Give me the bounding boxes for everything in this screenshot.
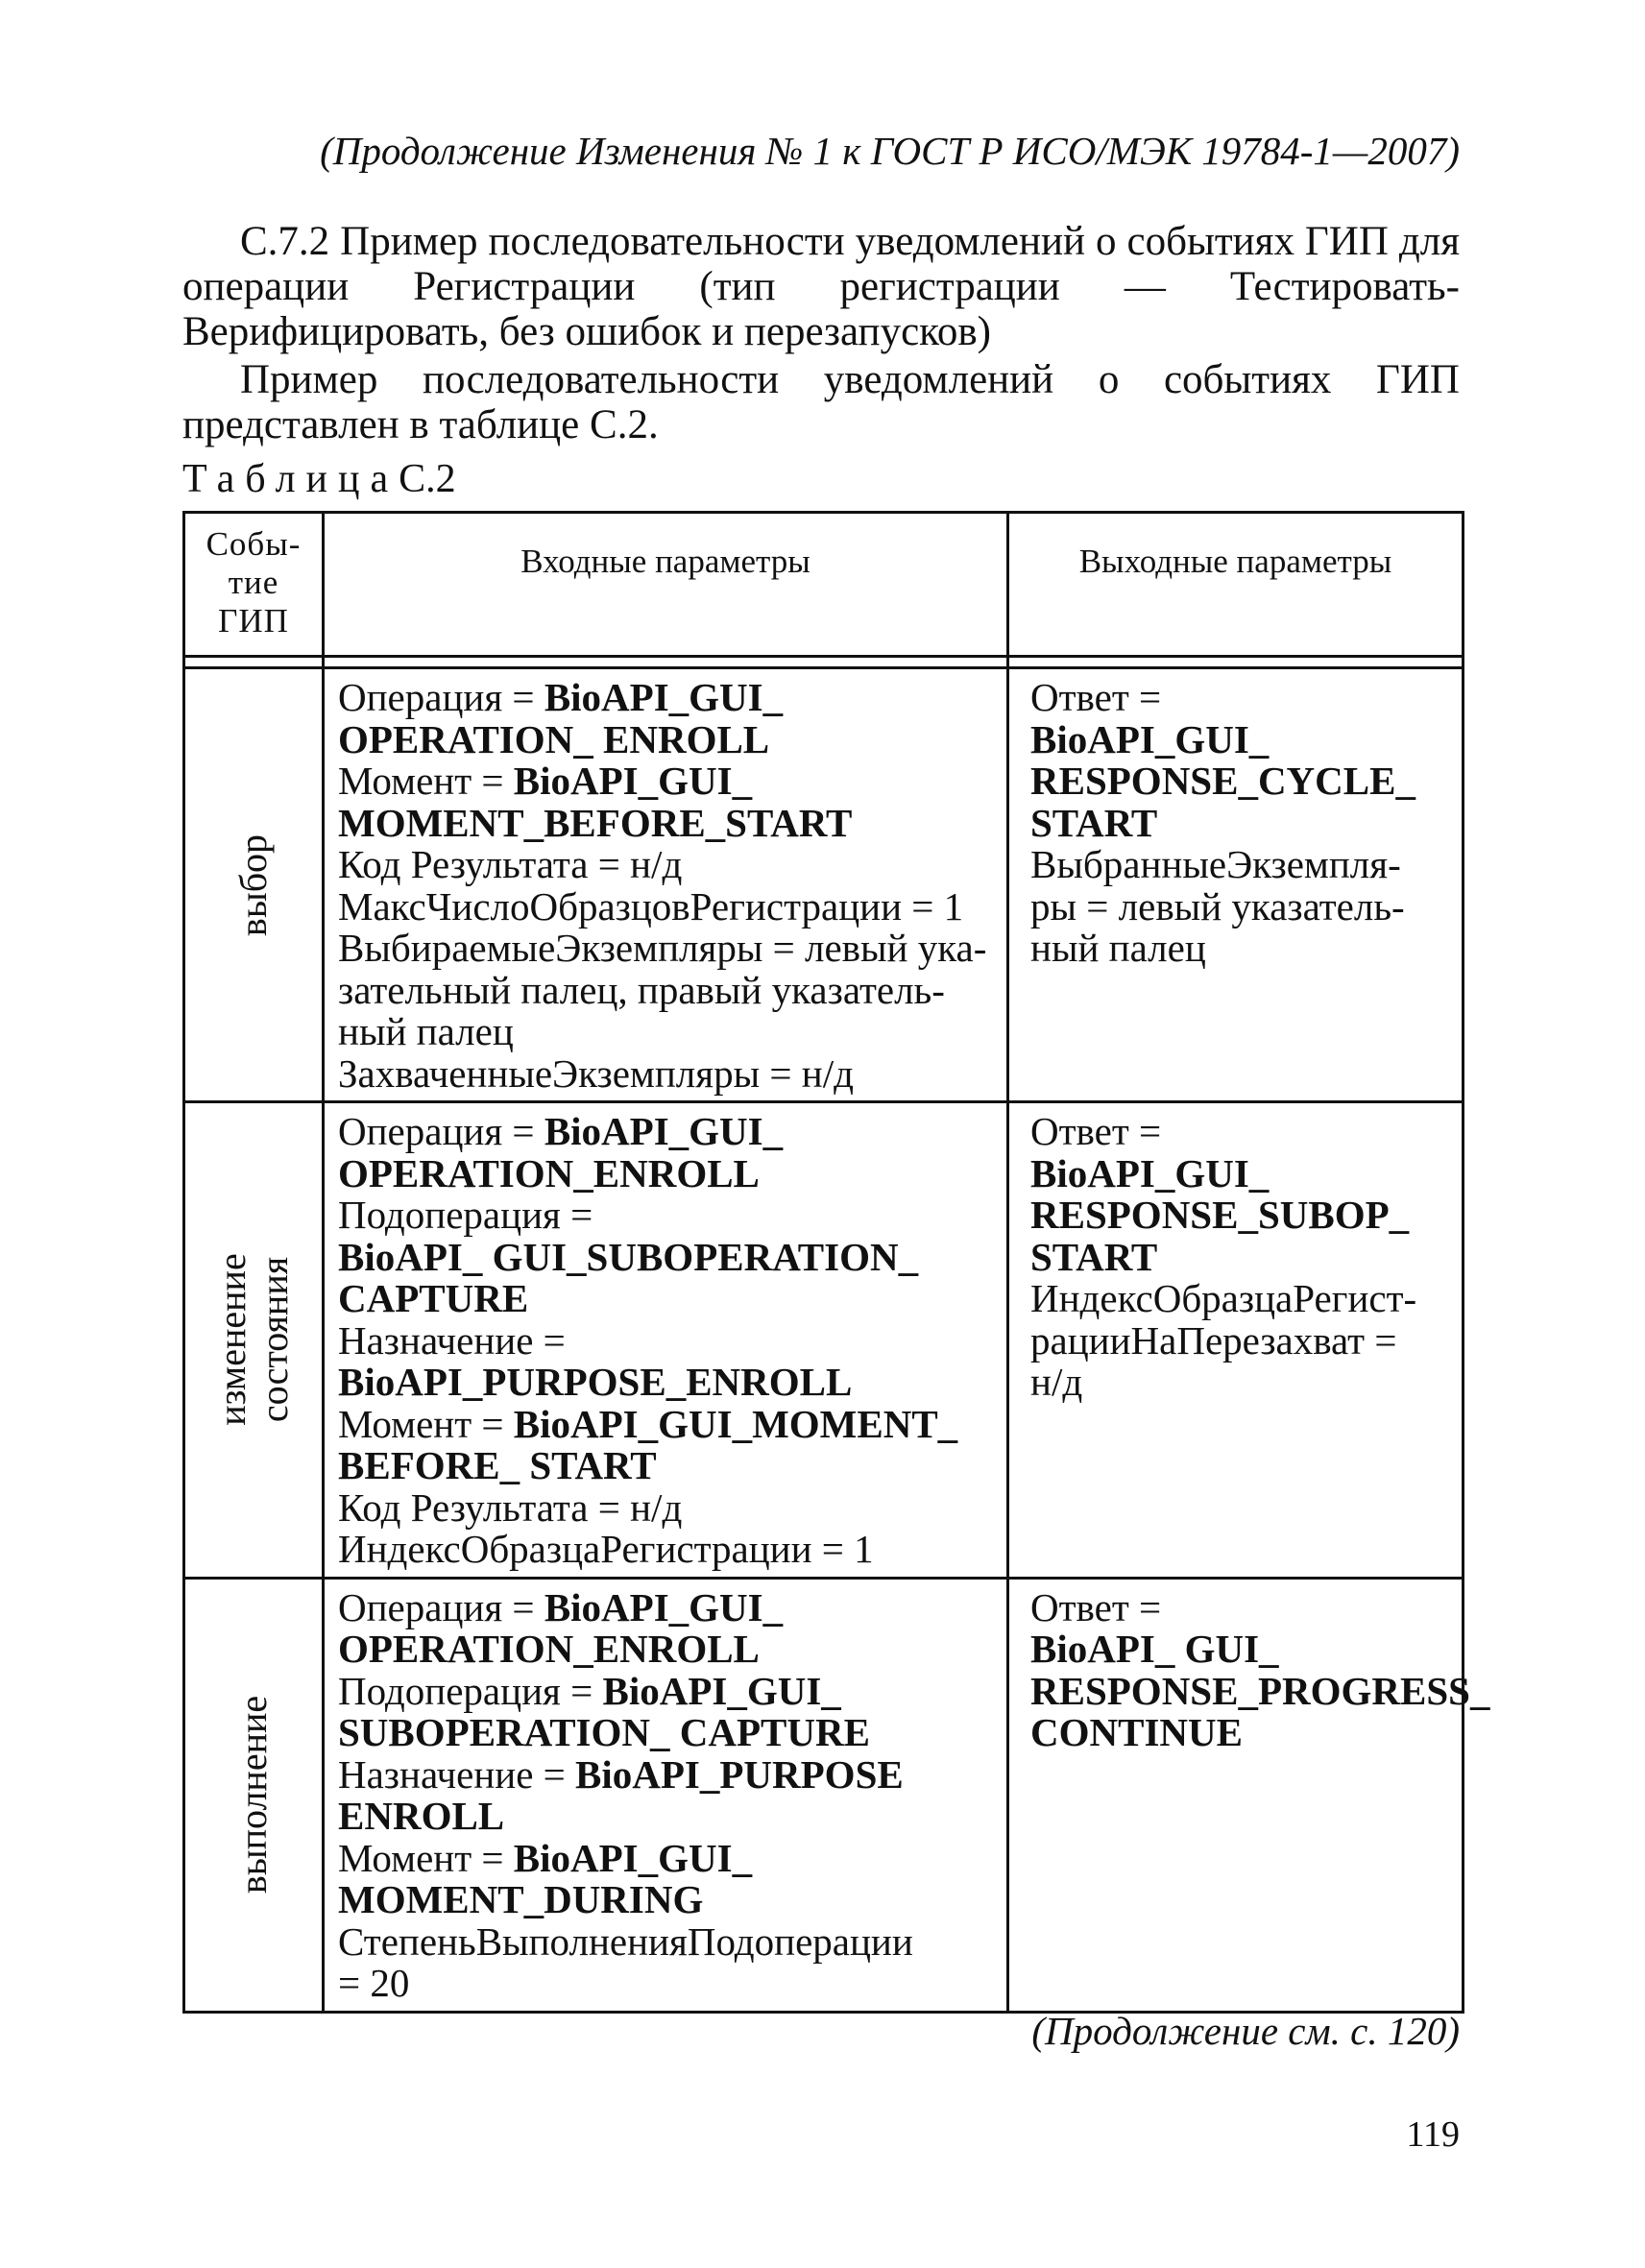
input-param-line xyxy=(338,1918,993,1964)
output-param-line xyxy=(1030,1362,1448,1404)
event-label xyxy=(232,1696,275,1894)
table-body xyxy=(184,668,1490,2013)
input-param-line xyxy=(338,1011,993,1053)
rule-cell xyxy=(1008,657,1464,668)
param-constant: START xyxy=(1030,800,1158,845)
input-param-line xyxy=(338,1401,993,1446)
input-param-line xyxy=(338,1194,993,1237)
param-constant: CONTINUE xyxy=(1030,1710,1243,1754)
input-param-line xyxy=(338,1362,993,1404)
param-constant: BioAPI_GUI_ xyxy=(544,675,784,719)
param-constant: CAPTURE xyxy=(338,1276,529,1320)
page-number: 119 xyxy=(1406,2114,1460,2155)
input-param-line xyxy=(338,1484,993,1530)
input-param-line xyxy=(338,1584,993,1629)
output-param-line xyxy=(1030,800,1448,845)
event-label-line: изменение xyxy=(210,1253,254,1426)
output-param-line xyxy=(1030,716,1448,761)
input-param-line xyxy=(338,928,993,970)
input-param-line xyxy=(338,1629,993,1671)
param-text: Назначение = xyxy=(338,1751,576,1797)
param-constant: OPERATION_ENROLL xyxy=(338,1627,760,1671)
param-constant: BioAPI_GUI_ xyxy=(602,1668,841,1713)
header-output: Выходные параметры xyxy=(1008,513,1464,657)
input-param-line xyxy=(338,1668,993,1713)
param-text: Ответ = xyxy=(1030,1109,1162,1153)
param-constant: BioAPI_GUI_ xyxy=(544,1584,784,1629)
param-text: = 20 xyxy=(338,1961,410,2005)
input-param-line xyxy=(338,1445,993,1487)
input-param-line xyxy=(338,1751,993,1797)
rule-cell xyxy=(324,657,1008,668)
output-param-line xyxy=(1030,844,1448,886)
param-constant: RESPONSE_CYCLE_ xyxy=(1030,759,1415,803)
output-param-line xyxy=(1030,928,1448,970)
param-text: н/д xyxy=(1030,1360,1083,1404)
event-label-line: выполнение xyxy=(231,1695,275,1894)
param-text: Момент = xyxy=(338,1835,514,1880)
output-params-cell xyxy=(1008,1102,1464,1579)
input-param-line xyxy=(338,1529,993,1571)
param-text: ВыбираемыеЭкземпляры = левый ука- xyxy=(338,926,987,970)
continuation-note: (Продолжение см. с. 120) xyxy=(1031,2009,1460,2053)
header-event xyxy=(184,513,324,657)
header-input: Входные параметры xyxy=(324,513,1008,657)
output-param-line xyxy=(1030,1194,1448,1237)
event-label-line: выбор xyxy=(231,833,275,936)
param-constant: BioAPI_ GUI_ xyxy=(1030,1627,1279,1671)
table-caption-number: С.2 xyxy=(399,457,456,501)
param-text: Подоперация = xyxy=(338,1193,593,1237)
table-row xyxy=(184,668,1464,1102)
param-text: Момент = xyxy=(338,759,514,803)
param-text: ВыбранныеЭкземпля- xyxy=(1030,842,1401,886)
running-header: (Продолжение Изменения № 1 к ГОСТ Р ИСО/МЭК 19784-1—2007) xyxy=(320,129,1460,173)
rule-cell xyxy=(184,657,324,668)
input-param-line xyxy=(338,967,993,1012)
param-constant: BioAPI_GUI_ xyxy=(544,1109,784,1153)
output-param-line xyxy=(1030,1150,1448,1195)
param-constant: BioAPI_GUI_MOMENT_ xyxy=(513,1401,958,1446)
input-param-line xyxy=(338,800,993,845)
output-param-line xyxy=(1030,760,1448,803)
param-constant: OPERATION_ ENROLL xyxy=(338,716,770,761)
output-param-line xyxy=(1030,1234,1448,1279)
intro-paragraph: Пример последовательности уведомлений о событиях ГИП представлен в таблице С.2. xyxy=(182,357,1460,447)
section-paragraph: С.7.2 Пример последовательности уведомлений о событиях ГИП для операции Регистрации (тип регистрации — Тестировать-Верифицировать, без ошибок и перезапусков) xyxy=(182,219,1460,354)
event-label xyxy=(211,1254,296,1426)
param-text: Операция = xyxy=(338,675,544,719)
param-constant: OPERATION_ENROLL xyxy=(338,1150,760,1195)
input-param-line xyxy=(338,716,993,761)
param-text: ЗахваченныеЭкземпляры = н/д xyxy=(338,1050,854,1096)
table-header-row xyxy=(184,513,1464,657)
table-caption xyxy=(182,455,456,503)
param-text: Операция = xyxy=(338,1109,544,1153)
param-constant: BEFORE_ START xyxy=(338,1443,657,1487)
input-param-line xyxy=(338,883,993,929)
table-row xyxy=(184,1578,1464,2012)
input-param-line xyxy=(338,1317,993,1363)
document-page xyxy=(182,0,1490,2268)
param-text: ный палец xyxy=(1030,926,1206,970)
param-constant: MOMENT_DURING xyxy=(338,1877,704,1921)
input-param-line xyxy=(338,1963,993,2005)
param-constant: BioAPI_ GUI_SUBOPERATION_ xyxy=(338,1234,919,1279)
input-param-line xyxy=(338,1050,993,1096)
input-param-line xyxy=(338,1150,993,1195)
input-params-cell xyxy=(324,1102,1008,1579)
output-param-line xyxy=(1030,883,1448,929)
param-constant: START xyxy=(1030,1234,1158,1279)
param-text: Код Результата = н/д xyxy=(338,842,683,886)
param-constant: BioAPI_GUI_ xyxy=(513,759,753,803)
param-constant: RESPONSE_PROGRESS_ xyxy=(1030,1668,1490,1713)
param-constant: MOMENT_BEFORE_START xyxy=(338,800,853,845)
param-constant: RESPONSE_SUBOP_ xyxy=(1030,1193,1410,1237)
param-constant: ENROLL xyxy=(338,1794,505,1838)
input-param-line xyxy=(338,1278,993,1320)
header-event-line: Собы- xyxy=(206,525,302,563)
input-param-line xyxy=(338,760,993,803)
param-text: Ответ = xyxy=(1030,1584,1162,1629)
param-text: ный палец xyxy=(338,1009,514,1053)
input-param-line xyxy=(338,1835,993,1880)
header-double-rule xyxy=(184,657,1464,668)
input-params-cell xyxy=(324,1578,1008,2012)
event-cell xyxy=(184,1102,324,1579)
param-constant: BioAPI_GUI_ xyxy=(513,1835,753,1880)
param-constant: BioAPI_GUI_ xyxy=(1030,1150,1270,1195)
output-param-line xyxy=(1030,1629,1448,1671)
header-event-line: ГИП xyxy=(218,602,289,639)
event-label-line: состояния xyxy=(253,1257,296,1423)
output-params-cell xyxy=(1008,668,1464,1102)
param-text: ры = левый указатель- xyxy=(1030,883,1405,929)
param-text: Подоперация = xyxy=(338,1668,603,1713)
output-param-line xyxy=(1030,1712,1448,1754)
param-text: зательный палец, правый указатель- xyxy=(338,967,945,1012)
param-text: ИндексОбразцаРегистрации = 1 xyxy=(338,1527,874,1571)
header-event-line: тие xyxy=(228,564,279,601)
param-constant: SUBOPERATION_ CAPTURE xyxy=(338,1710,870,1754)
input-param-line xyxy=(338,1879,993,1921)
output-params-cell xyxy=(1008,1578,1490,2012)
param-text: ИндексОбразцаРегист- xyxy=(1030,1276,1417,1320)
output-param-line xyxy=(1030,677,1448,719)
param-text: СтепеньВыполненияПодоперации xyxy=(338,1918,913,1964)
input-params-cell xyxy=(324,668,1008,1102)
output-param-line xyxy=(1030,1317,1448,1363)
output-param-line xyxy=(1030,1668,1490,1713)
param-text: Ответ = xyxy=(1030,675,1162,719)
param-text: рацииНаПерезахват = xyxy=(1030,1317,1397,1363)
param-text: МаксЧислоОбразцовРегистрации = 1 xyxy=(338,883,964,929)
input-param-line xyxy=(338,1796,993,1838)
param-text: Назначение = xyxy=(338,1317,566,1363)
input-param-line xyxy=(338,1111,993,1153)
output-param-line xyxy=(1030,1111,1448,1153)
event-cell xyxy=(184,1578,324,2012)
param-text: Операция = xyxy=(338,1584,544,1629)
events-table xyxy=(182,511,1490,2014)
input-param-line xyxy=(338,1234,993,1279)
param-text: Момент = xyxy=(338,1401,514,1446)
table-row xyxy=(184,1102,1464,1579)
input-param-line xyxy=(338,844,993,886)
param-constant: BioAPI_PURPOSE_ENROLL xyxy=(338,1360,853,1404)
input-param-line xyxy=(338,1712,993,1754)
output-param-line xyxy=(1030,1584,1448,1629)
table-caption-word: Таблица xyxy=(182,457,399,501)
output-param-line xyxy=(1030,1278,1448,1320)
param-constant: BioAPI_PURPOSE xyxy=(575,1751,904,1797)
param-text: Код Результата = н/д xyxy=(338,1484,683,1530)
event-cell xyxy=(184,668,324,1102)
param-constant: BioAPI_GUI_ xyxy=(1030,716,1270,761)
event-label xyxy=(232,833,275,935)
input-param-line xyxy=(338,677,993,719)
